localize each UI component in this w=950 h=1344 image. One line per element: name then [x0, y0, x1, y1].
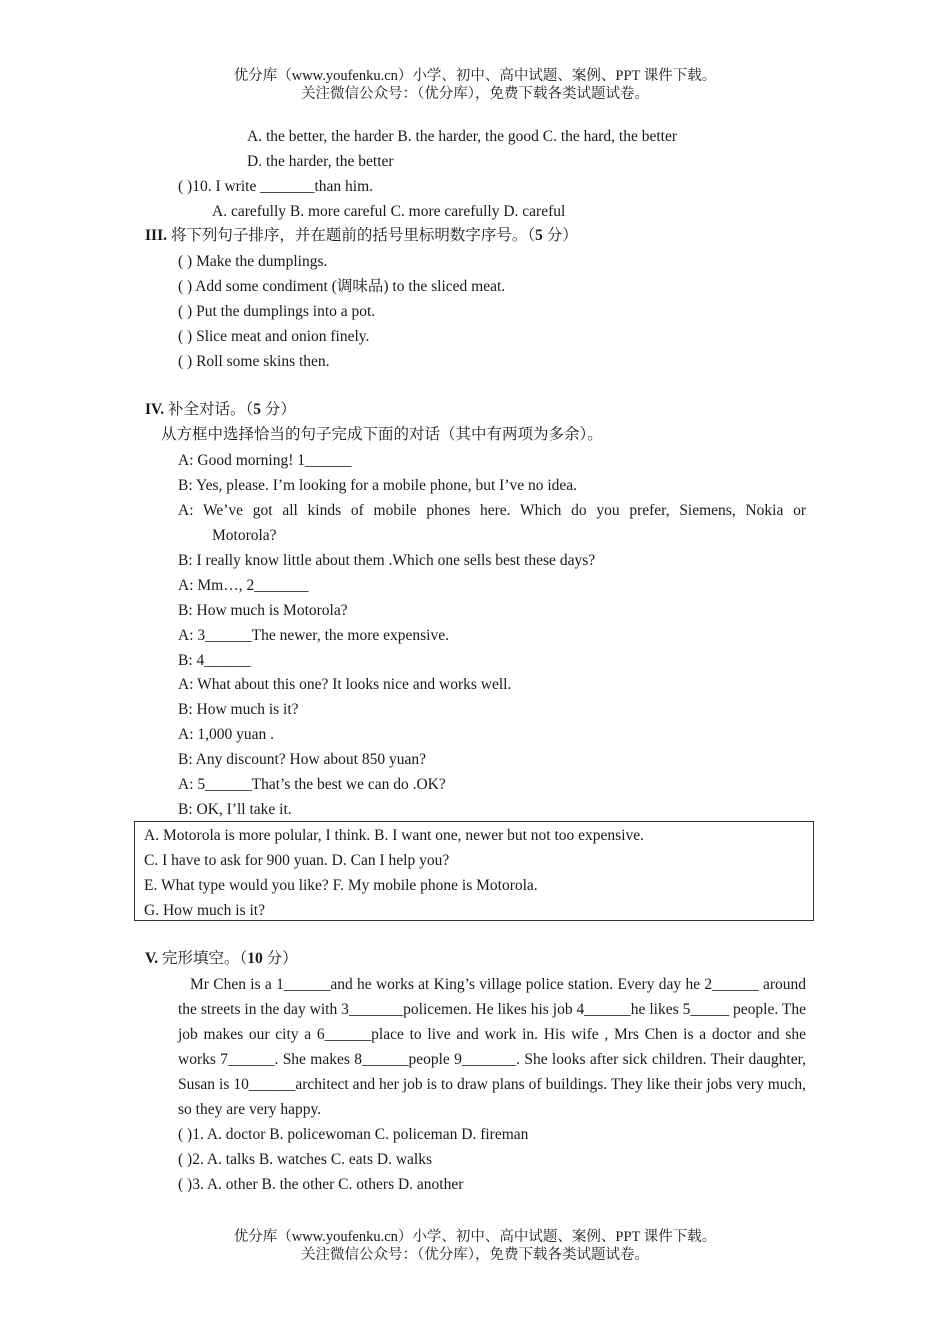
- part4-numeral: IV.: [145, 401, 165, 418]
- q9-options-line-2: D. the harder, the better: [247, 153, 394, 170]
- page-header: [0, 67, 950, 103]
- part4-instruction: 从方框中选择恰当的句子完成下面的对话（其中有两项为多余）。: [161, 426, 603, 443]
- cloze-question: ( )1. A. doctor B. policewoman C. policeman D. fireman: [178, 1126, 529, 1143]
- footer-line-1: 优分库（www.youfenku.cn）小学、初中、高中试题、案例、PPT 课件下载。: [233, 1229, 717, 1245]
- part4-score: 5: [253, 401, 261, 418]
- dialogue-line: Motorola?: [212, 527, 277, 544]
- option-line: E. What type would you like? F. My mobile phone is Motorola.: [144, 877, 538, 894]
- dialogue-line: A: 3______The newer, the more expensive.: [178, 627, 449, 644]
- option-line: G. How much is it?: [144, 902, 265, 919]
- dialogue-line: A: We’ve got all kinds of mobile phones here. Which do you prefer, Siemens, Nokia or: [178, 502, 806, 519]
- header-line-2: 关注微信公众号：（优分库），免费下载各类试题试卷。: [301, 86, 649, 102]
- dialogue-line: B: How much is it?: [178, 701, 299, 718]
- q10-stem: ( )10. I write _______than him.: [178, 178, 374, 195]
- dialogue-line: B: Yes, please. I’m looking for a mobile phone, but I’ve no idea.: [178, 477, 578, 494]
- option-line: C. I have to ask for 900 yuan. D. Can I help you?: [144, 852, 450, 869]
- cloze-passage: Mr Chen is a 1______and he works at King’s village police station. Every day he 2______ around the streets in the day with 3_______policemen. He likes his job 4______he likes 5_____ people. The job makes our city a 6______place to live and work in. His wife , Mrs Chen is a doctor and she works 7______. She makes 8______people 9_______. She looks after sick children. Their daughter, Susan is 10______architect and her job is to draw plans of buildings. They like their jobs very much, so they are very happy.: [178, 976, 806, 1118]
- q9-options-line-1: A. the better, the harder B. the harder, the good C. the hard, the better: [247, 128, 678, 145]
- dialogue-line: B: OK, I’ll take it.: [178, 801, 292, 818]
- dialogue-line: A: 5______That’s the best we can do .OK?: [178, 776, 446, 793]
- dialogue-line: B: How much is Motorola?: [178, 602, 348, 619]
- part3-item: ( ) Roll some skins then.: [178, 353, 330, 370]
- part4-title-end: 分）: [261, 401, 296, 418]
- part4-title: 补全对话。（: [164, 401, 254, 418]
- part5-numeral: V.: [145, 950, 159, 967]
- part3-item: ( ) Slice meat and onion finely.: [178, 328, 370, 345]
- page-footer: [0, 1228, 950, 1264]
- part3-item: ( ) Put the dumplings into a pot.: [178, 303, 376, 320]
- part3-score: 5: [535, 227, 543, 244]
- part4-heading: [145, 400, 296, 420]
- part3-item: ( ) Make the dumplings.: [178, 253, 328, 270]
- part3-numeral: III.: [145, 227, 167, 244]
- dialogue-line: B: 4______: [178, 652, 251, 669]
- q10-options: A. carefully B. more careful C. more carefully D. careful: [212, 203, 566, 220]
- part5-title: 完形填空。（: [158, 950, 248, 967]
- part5-heading: [145, 949, 298, 969]
- part5-title-end: 分）: [262, 950, 298, 967]
- footer-line-2: 关注微信公众号：（优分库），免费下载各类试题试卷。: [301, 1247, 649, 1263]
- dialogue-line: A: 1,000 yuan .: [178, 726, 275, 743]
- dialogue-line: A: What about this one? It looks nice and works well.: [178, 676, 512, 693]
- dialogue-line: B: Any discount? How about 850 yuan?: [178, 751, 426, 768]
- dialogue-line: A: Mm…, 2_______: [178, 577, 309, 594]
- part3-item: ( ) Add some condiment (调味品) to the sliced meat.: [178, 278, 506, 295]
- option-line: A. Motorola is more polular, I think. B. I want one, newer but not too expensive.: [144, 827, 645, 844]
- dialogue-line: A: Good morning! 1______: [178, 452, 352, 469]
- header-line-1: 优分库（www.youfenku.cn）小学、初中、高中试题、案例、PPT 课件下载。: [233, 68, 717, 84]
- options-box: [134, 821, 814, 921]
- part3-title-end: 分）: [542, 227, 578, 244]
- dialogue-line: B: I really know little about them .Which one sells best these days?: [178, 552, 596, 569]
- cloze-question: ( )2. A. talks B. watches C. eats D. walks: [178, 1151, 432, 1168]
- part5-score: 10: [247, 950, 263, 967]
- part3-heading: [145, 226, 578, 246]
- part3-title: 将下列句子排序，并在题前的括号里标明数字序号。（: [166, 227, 536, 244]
- cloze-question: ( )3. A. other B. the other C. others D. another: [178, 1176, 464, 1193]
